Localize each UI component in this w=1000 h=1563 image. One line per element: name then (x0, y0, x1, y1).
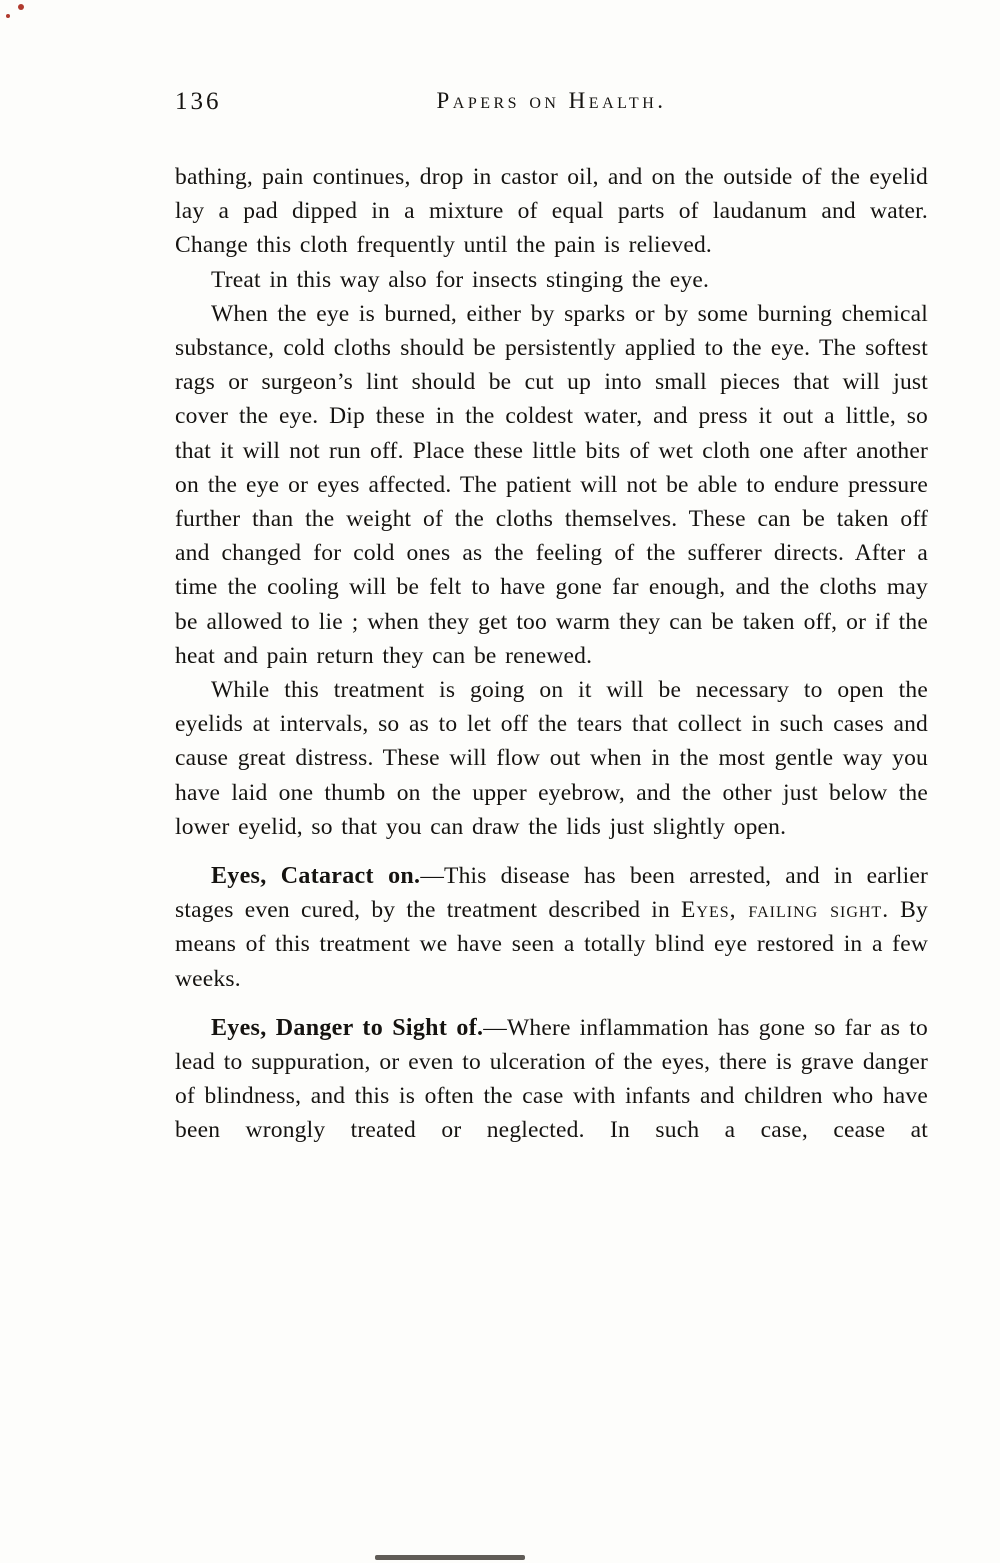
entry-headword: Eyes, Cataract on. (211, 863, 421, 890)
entry-headword: Eyes, Danger to Sight of. (211, 1014, 484, 1041)
entry-eyes-cataract (175, 859, 928, 996)
scan-artifact (18, 4, 24, 10)
paragraph-burned-eye: When the eye is burned, either by sparks or by some burning chemical substance, cold cloths should be persistently applied to the eye. The softest rags or surgeon’s lint should be cut up into small pieces that will just cover the eye. Dip these in the coldest water, and press it out a little, so that it will not run off. Place these little bits of wet cloth one after another on the eye or eyes affected. The patient will not be able to endure pressure further than the weight of the cloths themselves. These can be taken off and changed for cold ones as the feeling of the sufferer directs. After a time the cooling will be felt to have gone far enough, and the cloths may be allowed to lie ; when they get too warm they can be taken off, or if the heat and pain return they can be renewed. (175, 300, 928, 669)
scan-artifact (6, 14, 10, 18)
paragraph-open-eyelids: While this treatment is going on it will be necessary to open the eyelids at intervals, so as to let off the tears that collect in such cases and cause great distress. These will flow out when in the most gentle way you have laid one thumb on the upper eyebrow, and the other just below the lower eyelid, so that you can draw the lids just slightly open. (175, 677, 928, 840)
running-title: Papers on Health. (436, 88, 667, 113)
entry-text: —This disease has been arrested, and in earlier stages even cured, by the treatment described in (175, 863, 928, 924)
scan-artifact (375, 1555, 525, 1560)
page-header (175, 88, 928, 122)
paragraph-insects: Treat in this way also for insects stinging the eye. (211, 266, 710, 293)
cross-reference: Eyes, failing sight. (681, 897, 890, 924)
entry-text: —Where inflammation has gone so far as to lead to suppuration, or even to ulceration of the eyes, there is grave danger of blindness, and this is often the case with infants and children who have been wrongly treated or neglected. In such a case, cease at (175, 1014, 929, 1144)
page-number: 136 (175, 88, 222, 115)
paragraph-continuation: bathing, pain continues, drop in castor oil, and on the outside of the eyelid lay a pad dipped in a mixture of equal parts of laudanum and water. Change this cloth frequently until the pain is relieved. (175, 164, 928, 259)
entry-eyes-danger (175, 1011, 928, 1148)
page-body (175, 160, 928, 1148)
entry-text: By means of this treatment we have seen a totally blind eye restored in a few weeks. (175, 897, 928, 992)
